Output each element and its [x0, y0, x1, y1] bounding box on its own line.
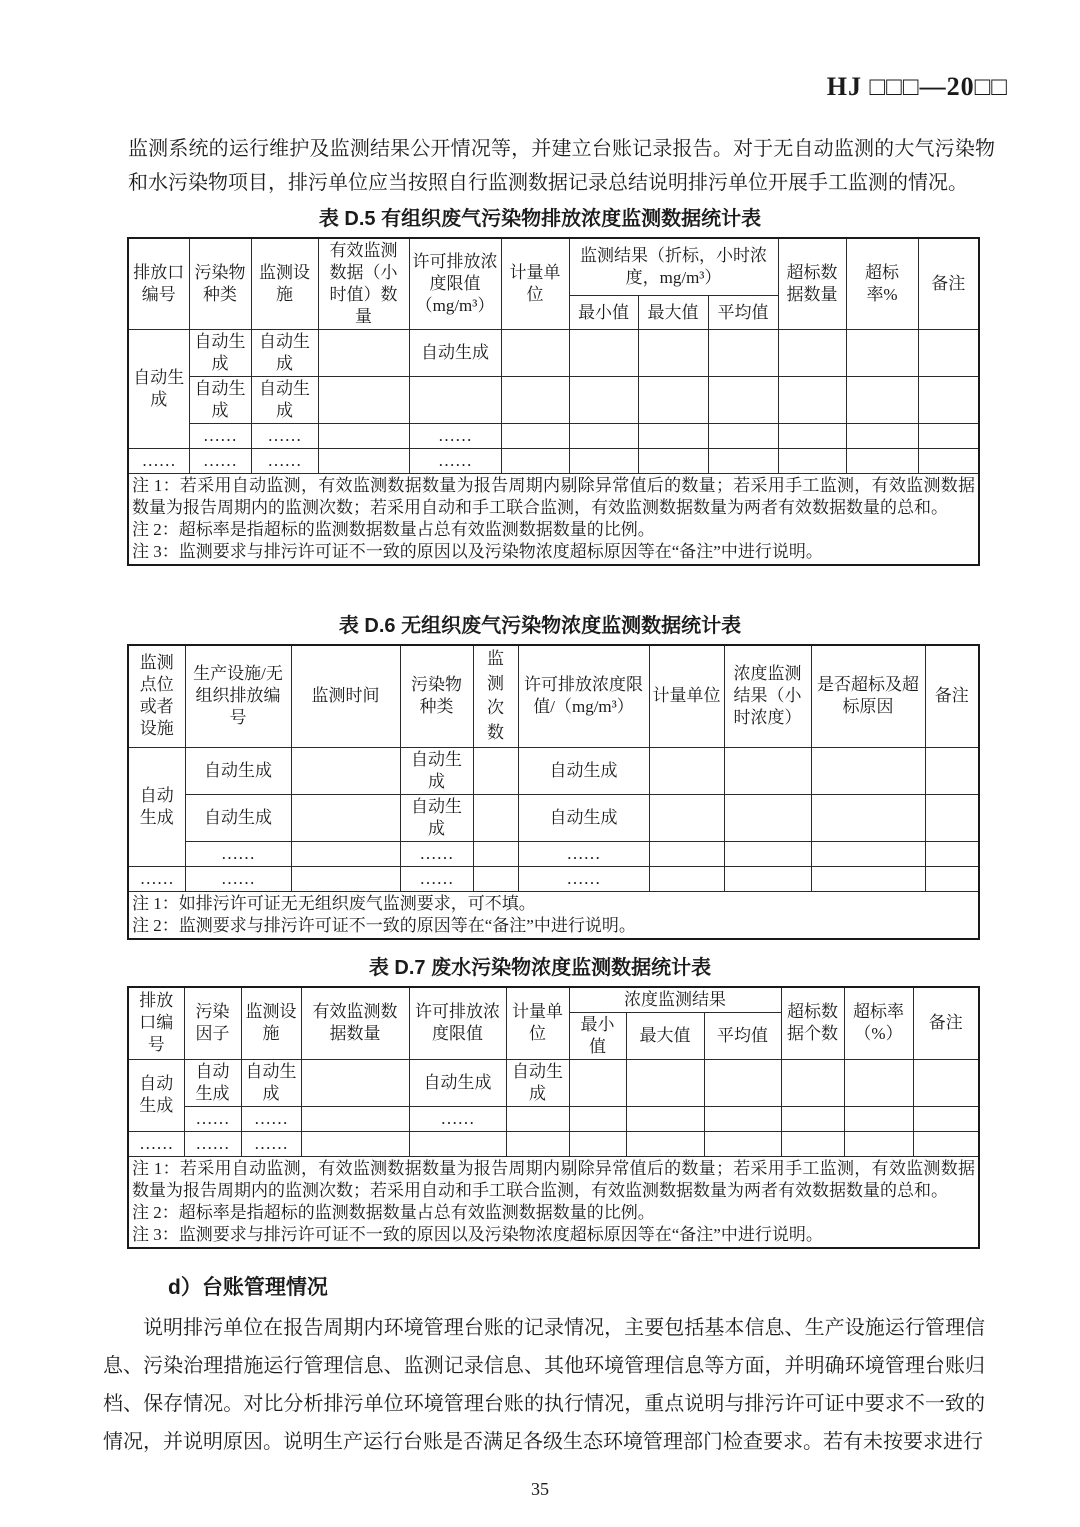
d5-header-outlet-no: 排放口编号 — [128, 238, 189, 330]
doc-code-header: HJ □□□—20□□ — [826, 72, 1008, 101]
d5-header-min: 最小值 — [569, 296, 638, 330]
table-d5 — [127, 237, 980, 566]
d6-header-permitted-limit: 许可排放浓度限值/（mg/m³） — [518, 645, 649, 747]
table-cell — [724, 841, 811, 866]
table-cell: 自动生成 — [189, 377, 251, 424]
table-cell — [811, 794, 925, 841]
table-cell: …… — [400, 866, 473, 891]
d7-header-factor: 污染因子 — [184, 987, 241, 1060]
table-cell — [708, 449, 778, 474]
d5-header-unit: 计量单位 — [501, 238, 569, 330]
d7-header-monitor-facility: 监测设施 — [241, 987, 301, 1060]
table-cell — [913, 1131, 979, 1156]
table-cell — [918, 424, 979, 449]
table-cell: 自动生成 — [185, 794, 291, 841]
table-notes-row — [128, 474, 979, 566]
table-cell — [569, 1131, 626, 1156]
table-row — [128, 377, 979, 424]
d6-header-point: 监测点位或者设施 — [128, 645, 185, 747]
table-cell — [704, 1131, 781, 1156]
d7-header-valid-data-count: 有效监测数据数量 — [301, 987, 409, 1060]
table-cell — [918, 449, 979, 474]
table-cell — [626, 1059, 704, 1106]
table-cell — [778, 424, 846, 449]
table-cell — [846, 377, 918, 424]
d6-cell-point: 自动生成 — [128, 747, 185, 866]
table-cell: …… — [128, 1131, 184, 1156]
table-cell — [301, 1106, 409, 1131]
table-cell — [318, 424, 409, 449]
table-cell — [626, 1106, 704, 1131]
section-d-paragraph: 说明排污单位在报告周期内环境管理台账的记录情况，主要包括基本信息、生产设施运行管理信息、污染治理措施运行管理信息、监测记录信息、其他环境管理信息等方面，并明确环境管理台账归档、保存情况。对比分析排污单位环境管理台账的执行情况，重点说明与排污许可证中要求不一致的情况，并说明原因。说明生产运行台账是否满足各级生态环境管理部门检查要求。若有未按要求进行 — [103, 1316, 985, 1453]
d6-header-source-no: 生产设施/无组织排放编号 — [185, 645, 291, 747]
table-cell — [501, 330, 569, 377]
table-cell: …… — [409, 1106, 506, 1131]
table-cell: …… — [400, 841, 473, 866]
table-cell — [708, 424, 778, 449]
table-cell — [781, 1131, 844, 1156]
d5-notes — [128, 474, 979, 566]
d7-header-result-group: 浓度监测结果 — [569, 987, 781, 1013]
table-row — [128, 1131, 979, 1156]
table-cell — [301, 1131, 409, 1156]
d5-header-max: 最大值 — [638, 296, 708, 330]
table-cell — [473, 841, 518, 866]
d7-header-max: 最大值 — [626, 1012, 704, 1059]
table-cell — [291, 794, 400, 841]
table-cell — [846, 330, 918, 377]
table-cell: 自动生成 — [409, 330, 501, 377]
table-cell: 自动生成 — [185, 747, 291, 794]
table-cell — [626, 1131, 704, 1156]
table-row — [128, 424, 979, 449]
table-notes-row — [128, 891, 979, 939]
section-d-heading: d）台账管理情况 — [168, 1275, 328, 1299]
table-row — [128, 330, 979, 377]
table-cell — [291, 747, 400, 794]
table-cell: …… — [241, 1106, 301, 1131]
table-d6 — [127, 644, 980, 940]
table-cell: 自动生成 — [518, 747, 649, 794]
table-cell — [501, 377, 569, 424]
table-cell — [781, 1059, 844, 1106]
d5-header-remark: 备注 — [918, 238, 979, 330]
table-cell — [501, 449, 569, 474]
table-cell — [318, 377, 409, 424]
table-cell — [473, 794, 518, 841]
table-cell — [638, 424, 708, 449]
table-cell — [638, 449, 708, 474]
table-cell — [501, 424, 569, 449]
table-cell — [778, 449, 846, 474]
table-notes-row — [128, 1156, 979, 1248]
table-cell: 自动生成 — [251, 377, 318, 424]
table-cell — [811, 841, 925, 866]
d5-header-exceed-rate: 超标率% — [846, 238, 918, 330]
d6-header-unit: 计量单位 — [649, 645, 724, 747]
table-cell — [925, 747, 979, 794]
d7-header-outlet-no: 排放口编号 — [128, 987, 184, 1060]
d6-header-remark: 备注 — [925, 645, 979, 747]
table-row — [128, 866, 979, 891]
table-cell: …… — [518, 866, 649, 891]
table-cell — [844, 1131, 913, 1156]
table-cell — [844, 1106, 913, 1131]
table-cell — [918, 330, 979, 377]
table-cell — [409, 377, 501, 424]
table-cell: 自动生成 — [189, 330, 251, 377]
table-cell — [925, 794, 979, 841]
table-cell — [638, 330, 708, 377]
table-cell — [569, 1059, 626, 1106]
d5-cell-outlet: 自动生成 — [128, 330, 189, 449]
table-cell — [569, 1106, 626, 1131]
table-cell — [649, 747, 724, 794]
table-cell: …… — [251, 424, 318, 449]
table-row — [128, 747, 979, 794]
table-row — [128, 1106, 979, 1131]
d6-notes — [128, 891, 979, 939]
table-cell: …… — [409, 424, 501, 449]
note-line: 注 3：监测要求与排污许可证不一致的原因以及污染物浓度超标原因等在“备注”中进行说明。 — [132, 542, 823, 561]
table-cell: …… — [241, 1131, 301, 1156]
d7-header-exceed-count: 超标数据个数 — [781, 987, 844, 1060]
d7-notes — [128, 1156, 979, 1248]
d5-header-permitted-limit: 许可排放浓度限值（mg/m³） — [409, 238, 501, 330]
table-cell — [913, 1059, 979, 1106]
table-cell: …… — [251, 449, 318, 474]
table-cell: …… — [518, 841, 649, 866]
table-cell — [913, 1106, 979, 1131]
note-line: 注 2：超标率是指超标的监测数据数量占总有效监测数据数量的比例。 — [132, 1202, 655, 1222]
table-cell: 自动生成 — [400, 747, 473, 794]
d7-header-remark: 备注 — [913, 987, 979, 1060]
d5-header-monitor-facility: 监测设施 — [251, 238, 318, 330]
intro-paragraph: 监测系统的运行维护及监测结果公开情况等，并建立台账记录报告。对于无自动监测的大气污染物和水污染物项目，排污单位应当按照自行监测数据记录总结说明排污单位开展手工监测的情况。 — [128, 138, 995, 194]
table-cell: …… — [185, 866, 291, 891]
table-cell — [301, 1059, 409, 1106]
table-cell — [708, 330, 778, 377]
d6-header-pollutant-type: 污染物种类 — [400, 645, 473, 747]
table-cell — [846, 424, 918, 449]
vertical-text: 监测次数 — [486, 649, 504, 742]
table-row — [128, 841, 979, 866]
table-cell — [724, 747, 811, 794]
table-d7 — [127, 986, 980, 1249]
d5-header-result-group: 监测结果（折标，小时浓度，mg/m³） — [569, 238, 778, 296]
d5-header-avg: 平均值 — [708, 296, 778, 330]
d7-header-exceed-rate: 超标率（%） — [844, 987, 913, 1060]
note-line: 注 2：监测要求与排污许可证不一致的原因等在“备注”中进行说明。 — [132, 915, 636, 935]
table-cell — [704, 1106, 781, 1131]
table-cell: …… — [185, 841, 291, 866]
table-cell: 自动生成 — [400, 794, 473, 841]
table-cell: 自动生成 — [251, 330, 318, 377]
table-cell: 自动生成 — [518, 794, 649, 841]
table-cell: 自动生成 — [241, 1059, 301, 1106]
note-line: 注 1：若采用自动监测，有效监测数据数量为报告周期内剔除异常值后的数量；若采用手工监测，有效监测数据数量为报告周期内的监测次数；若采用自动和手工联合监测，有效监测数据数量为两者有效数据数量的总和。 — [132, 476, 976, 517]
table-cell — [846, 449, 918, 474]
table-cell — [506, 1131, 569, 1156]
table-cell — [778, 377, 846, 424]
d7-header-unit: 计量单位 — [506, 987, 569, 1060]
table-cell — [649, 794, 724, 841]
d6-header-result: 浓度监测结果（小时浓度） — [724, 645, 811, 747]
table-cell — [844, 1059, 913, 1106]
table-row — [128, 1059, 979, 1106]
table-cell: 自动生成 — [409, 1059, 506, 1106]
table-cell — [918, 377, 979, 424]
d7-header-permitted-limit: 许可排放浓度限值 — [409, 987, 506, 1060]
table-cell — [649, 866, 724, 891]
table-cell — [724, 794, 811, 841]
table-cell — [291, 866, 400, 891]
d5-header-exceed-count: 超标数据数量 — [778, 238, 846, 330]
d6-header-times — [473, 645, 518, 747]
d5-header-pollutant-type: 污染物种类 — [189, 238, 251, 330]
note-line: 注 3：监测要求与排污许可证不一致的原因以及污染物浓度超标原因等在“备注”中进行说明。 — [132, 1224, 823, 1244]
table-cell — [781, 1106, 844, 1131]
table-cell — [409, 1131, 506, 1156]
table-cell: …… — [184, 1106, 241, 1131]
page-number: 35 — [531, 1478, 549, 1499]
note-line: 注 2：超标率是指超标的监测数据数量占总有效监测数据数量的比例。 — [132, 520, 655, 539]
table-cell — [569, 377, 638, 424]
table-cell — [649, 841, 724, 866]
d6-header-exceed: 是否超标及超标原因 — [811, 645, 925, 747]
table-cell — [708, 377, 778, 424]
table-cell — [291, 841, 400, 866]
d6-header-time: 监测时间 — [291, 645, 400, 747]
d5-header-valid-data-count: 有效监测数据（小时值）数量 — [318, 238, 409, 330]
table-cell — [925, 866, 979, 891]
table-cell — [569, 449, 638, 474]
table-d5-title: 表 D.5 有组织废气污染物排放浓度监测数据统计表 — [318, 208, 762, 230]
table-d6-title: 表 D.6 无组织废气污染物浓度监测数据统计表 — [338, 615, 742, 637]
table-cell: …… — [189, 424, 251, 449]
table-cell — [638, 377, 708, 424]
table-d7-title: 表 D.7 废水污染物浓度监测数据统计表 — [368, 956, 712, 979]
note-line: 注 1：如排污许可证无无组织废气监测要求，可不填。 — [132, 893, 536, 913]
table-cell: 自动生成 — [506, 1059, 569, 1106]
table-row — [128, 794, 979, 841]
table-cell — [506, 1106, 569, 1131]
table-cell — [724, 866, 811, 891]
table-cell — [318, 449, 409, 474]
table-cell: …… — [128, 449, 189, 474]
table-cell: …… — [184, 1131, 241, 1156]
table-cell — [811, 747, 925, 794]
table-cell — [704, 1059, 781, 1106]
table-cell — [778, 330, 846, 377]
table-cell — [569, 424, 638, 449]
d7-header-min: 最小值 — [569, 1012, 626, 1059]
table-cell — [318, 330, 409, 377]
d7-header-avg: 平均值 — [704, 1012, 781, 1059]
table-cell — [811, 866, 925, 891]
table-cell — [473, 866, 518, 891]
table-cell: …… — [189, 449, 251, 474]
table-cell — [569, 330, 638, 377]
table-cell: …… — [409, 449, 501, 474]
table-cell — [473, 747, 518, 794]
table-cell: …… — [128, 866, 185, 891]
table-cell: 自动生成 — [184, 1059, 241, 1106]
table-row — [128, 449, 979, 474]
table-cell — [925, 841, 979, 866]
note-line: 注 1：若采用自动监测，有效监测数据数量为报告周期内剔除异常值后的数量；若采用手工监测，有效监测数据数量为报告周期内的监测次数；若采用自动和手工联合监测，有效监测数据数量为两者有效数据数量的总和。 — [132, 1158, 976, 1200]
d7-cell-outlet: 自动生成 — [128, 1059, 184, 1131]
